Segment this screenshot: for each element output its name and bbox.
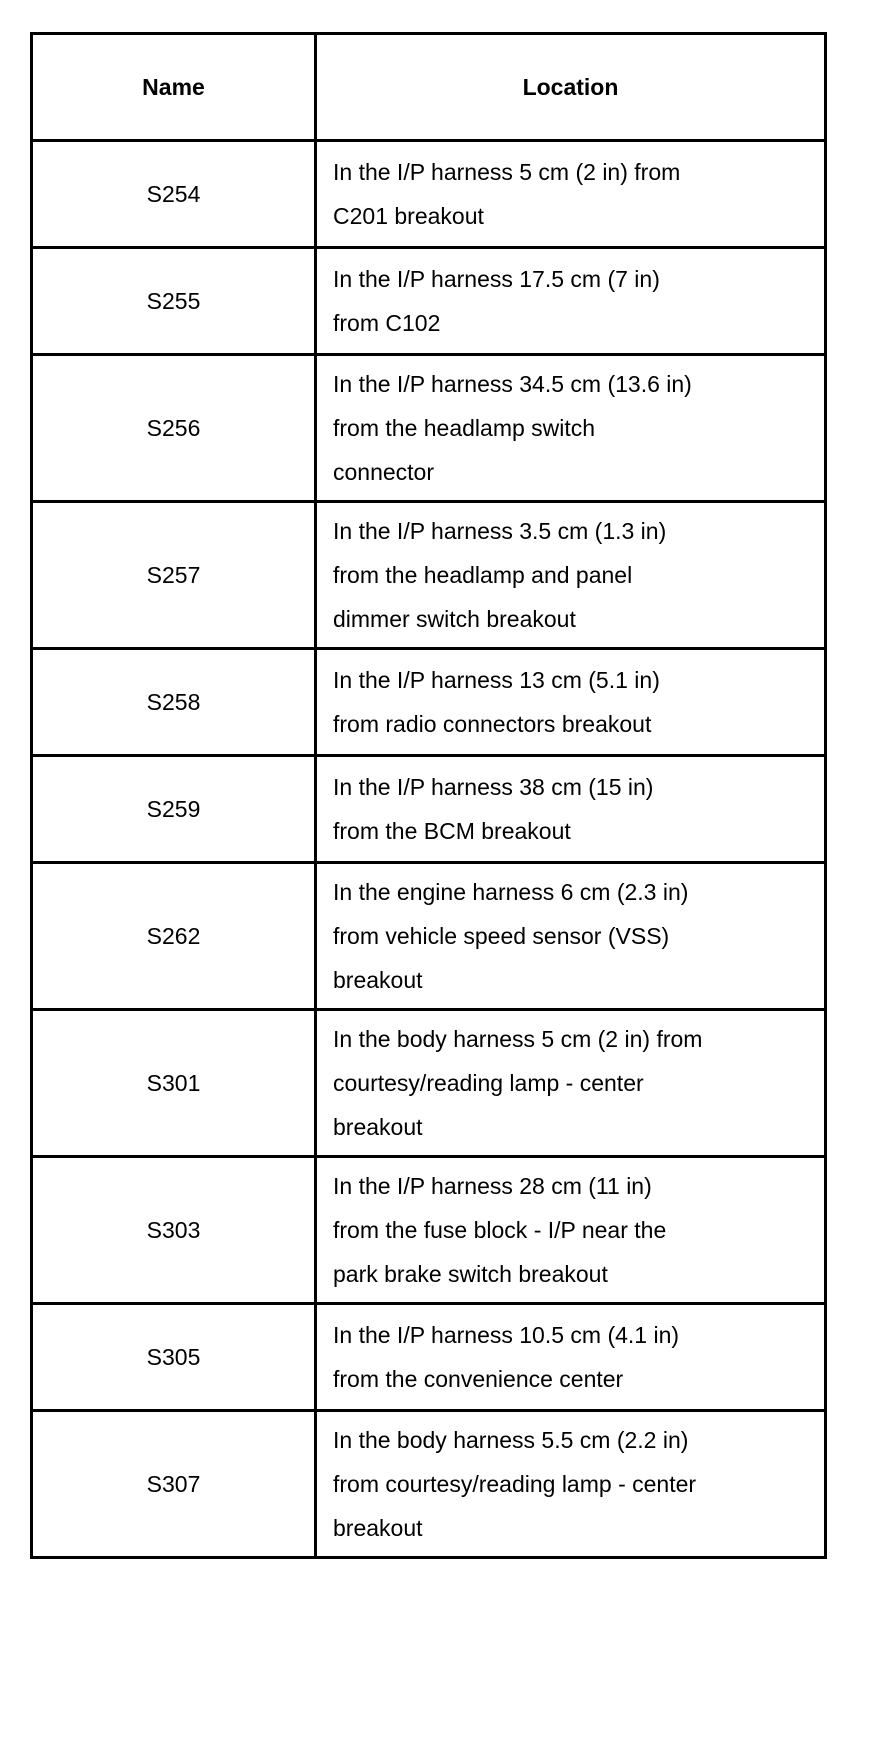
location-text-line: C201 breakout — [333, 203, 484, 229]
location-text-line: from the convenience center — [333, 1366, 624, 1392]
location-text-line: In the body harness 5 cm (2 in) from — [333, 1026, 703, 1052]
table-row — [32, 756, 826, 863]
splice-name-cell: S262 — [32, 863, 316, 1010]
splice-name-cell: S258 — [32, 649, 316, 756]
column-header-name: Name — [32, 34, 316, 141]
location-text-line: In the I/P harness 5 cm (2 in) from — [333, 159, 681, 185]
location-text-line: connector — [333, 459, 435, 485]
splice-name-cell: S259 — [32, 756, 316, 863]
column-header-location: Location — [316, 34, 826, 141]
location-text-line: In the I/P harness 38 cm (15 in) — [333, 774, 654, 800]
splice-location-table — [30, 32, 827, 1559]
location-text-line: In the I/P harness 17.5 cm (7 in) — [333, 266, 660, 292]
splice-name-cell: S254 — [32, 141, 316, 248]
location-text-line: In the I/P harness 10.5 cm (4.1 in) — [333, 1322, 680, 1348]
splice-name-cell: S301 — [32, 1010, 316, 1157]
table-row — [32, 248, 826, 355]
location-text-line: from the headlamp switch — [333, 415, 596, 441]
table-row — [32, 502, 826, 649]
table-row — [32, 649, 826, 756]
splice-location-cell — [316, 1157, 826, 1304]
splice-location-cell — [316, 756, 826, 863]
splice-name-cell: S255 — [32, 248, 316, 355]
splice-location-cell — [316, 355, 826, 502]
splice-name-cell: S305 — [32, 1304, 316, 1411]
location-text-line: from the headlamp and panel — [333, 562, 633, 588]
location-text-line: In the I/P harness 34.5 cm (13.6 in) — [333, 371, 692, 397]
splice-name-cell: S257 — [32, 502, 316, 649]
table-header-row — [32, 34, 826, 141]
table-body — [32, 141, 826, 1558]
splice-name-cell: S256 — [32, 355, 316, 502]
table-row — [32, 1411, 826, 1558]
location-text-line: from vehicle speed sensor (VSS) — [333, 923, 670, 949]
location-text-line: In the I/P harness 13 cm (5.1 in) — [333, 667, 660, 693]
splice-location-cell — [316, 248, 826, 355]
splice-location-cell — [316, 1411, 826, 1558]
splice-name-cell: S303 — [32, 1157, 316, 1304]
splice-name-cell: S307 — [32, 1411, 316, 1558]
location-text-line: In the I/P harness 3.5 cm (1.3 in) — [333, 518, 667, 544]
location-text-line: courtesy/reading lamp - center — [333, 1070, 644, 1096]
location-text-line: breakout — [333, 1515, 423, 1541]
location-text-line: dimmer switch breakout — [333, 606, 576, 632]
location-text-line: park brake switch breakout — [333, 1261, 608, 1287]
location-text-line: breakout — [333, 967, 423, 993]
table-row — [32, 355, 826, 502]
splice-location-cell — [316, 649, 826, 756]
location-text-line: In the I/P harness 28 cm (11 in) — [333, 1173, 652, 1199]
location-text-line: In the engine harness 6 cm (2.3 in) — [333, 879, 689, 905]
location-text-line: from C102 — [333, 310, 441, 336]
splice-location-cell — [316, 1010, 826, 1157]
splice-location-cell — [316, 1304, 826, 1411]
location-text-line: breakout — [333, 1114, 423, 1140]
table-row — [32, 1304, 826, 1411]
table-row — [32, 1010, 826, 1157]
table-row — [32, 1157, 826, 1304]
location-text-line: In the body harness 5.5 cm (2.2 in) — [333, 1427, 689, 1453]
table-row — [32, 863, 826, 1010]
location-text-line: from courtesy/reading lamp - center — [333, 1471, 697, 1497]
splice-location-cell — [316, 502, 826, 649]
location-text-line: from the fuse block - I/P near the — [333, 1217, 667, 1243]
location-text-line: from radio connectors breakout — [333, 711, 652, 737]
table-row — [32, 141, 826, 248]
splice-location-cell — [316, 863, 826, 1010]
location-text-line: from the BCM breakout — [333, 818, 571, 844]
splice-location-cell — [316, 141, 826, 248]
